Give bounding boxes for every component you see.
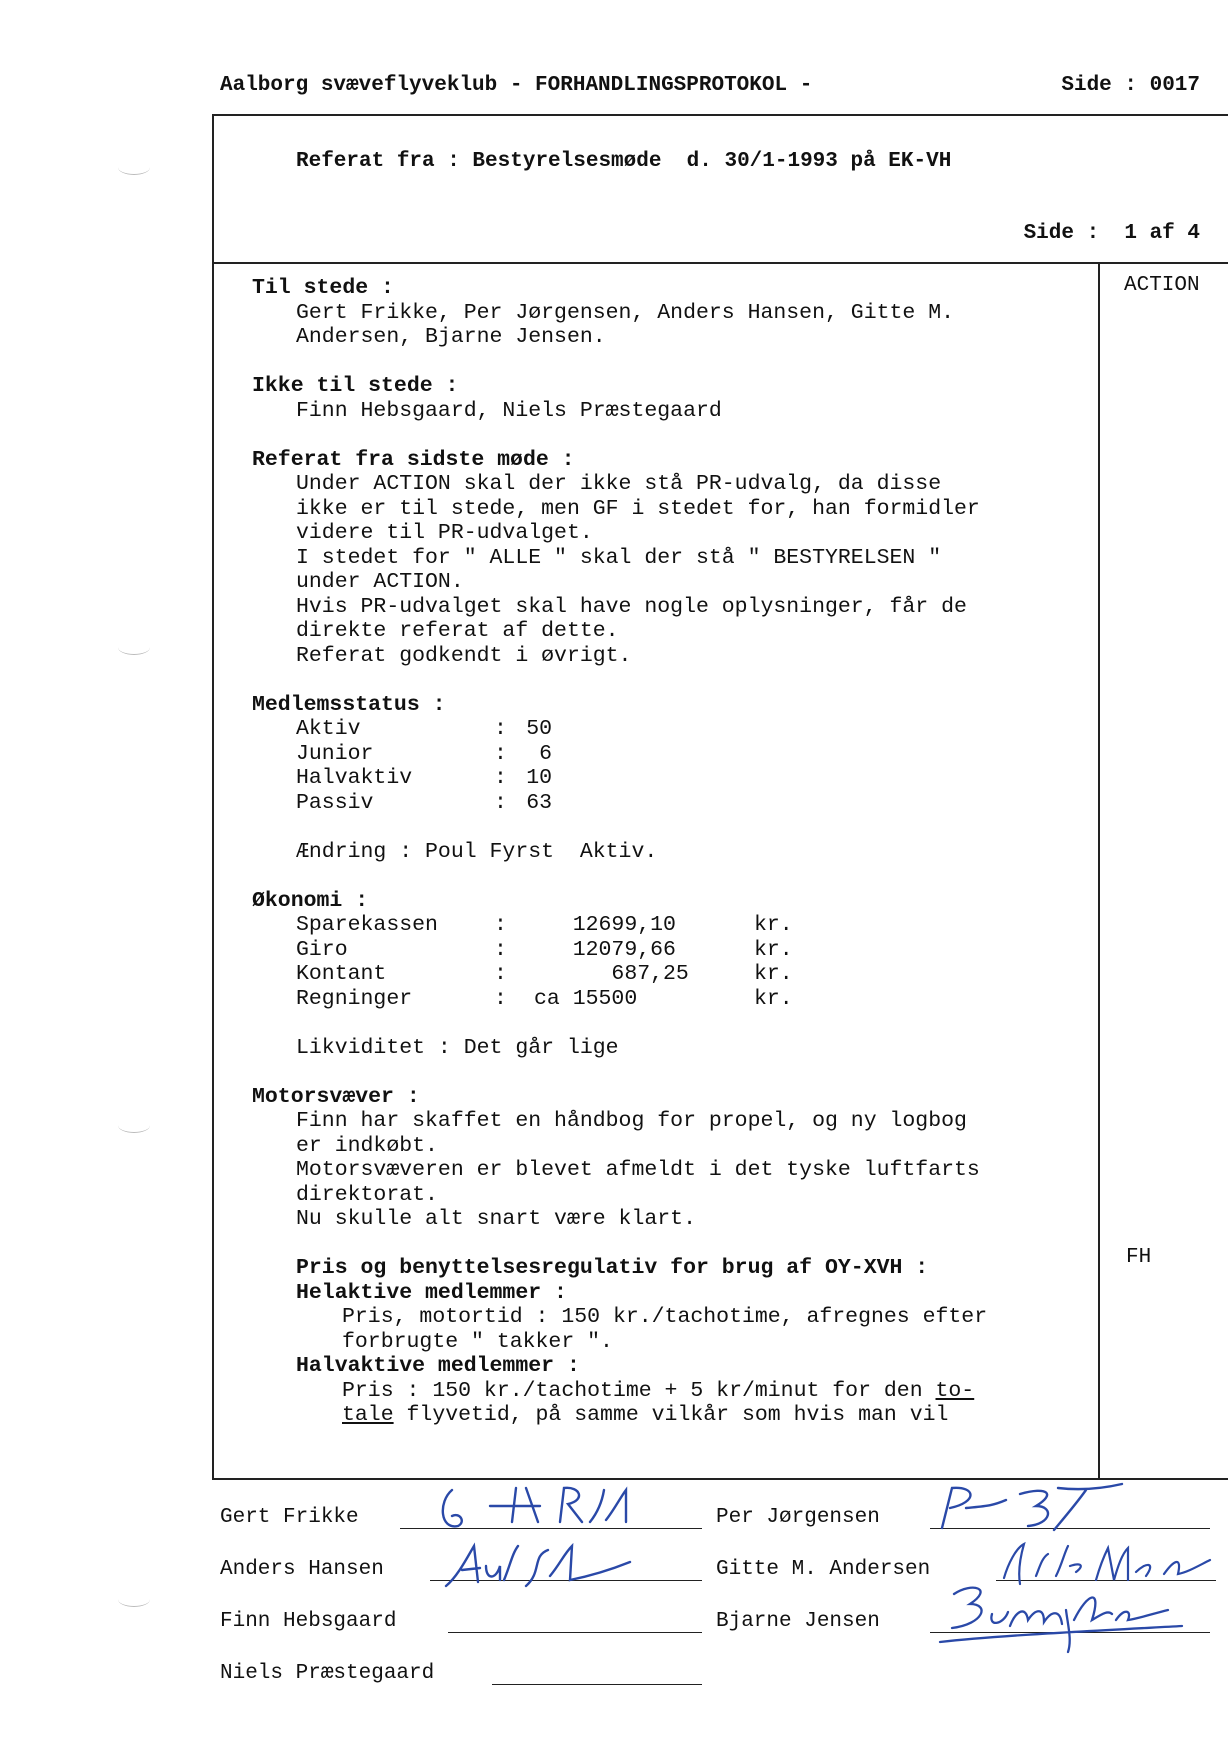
signatory-name: Niels Præstegaard — [220, 1662, 435, 1685]
section-motorglider — [252, 1085, 1102, 1428]
membership-change: Ændring : Poul Fyrst Aktiv. — [296, 839, 658, 864]
text-line: I stedet for " ALLE " skal der stå " BESTYRELSEN " — [296, 545, 942, 570]
currency-unit: kr. — [754, 913, 793, 937]
account-amount: 12699,10 — [534, 913, 676, 937]
account-label: Regninger — [296, 986, 413, 1011]
membership-label: Halvaktiv — [296, 766, 413, 790]
text-fragment: flyvetid, på samme vilkår som hvis man vil — [393, 1403, 949, 1427]
text-line: ikke er til stede, men GF i stedet for, han formidler — [296, 496, 980, 521]
minutes-head — [214, 116, 1228, 264]
text-line — [252, 1403, 1102, 1428]
text-line: Referat godkendt i øvrigt. — [296, 643, 632, 668]
economy-row — [252, 938, 1102, 963]
signatory-name: Gitte M. Andersen — [716, 1558, 931, 1581]
separator: : — [494, 986, 507, 1011]
membership-count: 63 — [526, 790, 552, 815]
section-absent — [252, 374, 1102, 423]
text-line: Finn har skaffet en håndbog for propel, og ny logbog — [296, 1109, 967, 1133]
account-amount: ca 15500 — [534, 986, 676, 1011]
membership-row — [252, 766, 1102, 791]
signatory-name: Bjarne Jensen — [716, 1610, 880, 1633]
punch-hole-mark — [118, 640, 150, 655]
text-line: er indkøbt. — [296, 1133, 438, 1158]
protocol-header — [220, 70, 1200, 104]
section-heading: Til stede : — [252, 276, 394, 300]
full-members-heading: Helaktive medlemmer : — [296, 1280, 567, 1305]
currency-unit: kr. — [754, 962, 793, 986]
section-economy — [252, 889, 1102, 1061]
account-label: Kontant — [296, 962, 387, 986]
text-line: under ACTION. — [296, 570, 464, 594]
text-line: videre til PR-udvalget. — [296, 521, 593, 545]
signature-area — [0, 1480, 1228, 1720]
text-fragment: Pris : 150 kr./tachotime + 5 kr/minut for den — [342, 1378, 936, 1403]
handwritten-signature — [936, 1480, 1136, 1534]
economy-row — [252, 962, 1102, 987]
text-line: Finn Hebsgaard, Niels Præstegaard — [296, 398, 722, 423]
currency-unit: kr. — [754, 986, 793, 1011]
underlined-fragment: tale — [342, 1403, 394, 1427]
half-members-heading: Halvaktive medlemmer : — [296, 1354, 580, 1378]
text-line: forbrugte " takker ". — [342, 1329, 613, 1354]
signature-line — [448, 1632, 702, 1633]
text-line: Under ACTION skal der ikke stå PR-udvalg, da disse — [296, 472, 942, 496]
section-last-minutes — [252, 448, 1102, 669]
membership-label: Junior — [296, 741, 374, 766]
account-label: Giro — [296, 937, 348, 962]
membership-count: 50 — [526, 717, 552, 741]
text-line: direktorat. — [296, 1182, 438, 1207]
separator: : — [494, 962, 507, 986]
punch-hole-mark — [118, 160, 150, 175]
section-heading: Medlemsstatus : — [252, 692, 446, 717]
text-line: Motorsvæveren er blevet afmeldt i det tyske luftfarts — [296, 1158, 980, 1182]
text-line: Pris, motortid : 150 kr./tachotime, afregnes efter — [342, 1305, 988, 1329]
protocol-page-number: Side : 0017 — [1061, 74, 1200, 97]
liquidity-line: Likviditet : Det går lige — [296, 1035, 619, 1060]
membership-count: 6 — [539, 741, 552, 766]
minutes-frame — [212, 114, 1228, 1480]
handwritten-signature — [430, 1482, 670, 1536]
text-line: Nu skulle alt snart være klart. — [296, 1207, 696, 1231]
separator: : — [494, 717, 507, 741]
underlined-fragment: to- — [935, 1378, 975, 1403]
text-line: Andersen, Bjarne Jensen. — [296, 325, 606, 349]
separator: : — [494, 913, 507, 937]
signatory-name: Finn Hebsgaard — [220, 1610, 397, 1633]
text-line: Gert Frikke, Per Jørgensen, Anders Hansen, Gitte M. — [296, 300, 955, 325]
membership-row — [252, 742, 1102, 767]
action-fh: FH — [1126, 1246, 1152, 1269]
punch-hole-mark — [118, 1118, 150, 1133]
membership-label: Passiv — [296, 790, 374, 815]
separator: : — [494, 766, 507, 790]
section-heading: Økonomi : — [252, 888, 369, 913]
section-heading: Referat fra sidste møde : — [252, 447, 575, 472]
handwritten-signature — [932, 1580, 1192, 1658]
economy-row — [252, 987, 1102, 1012]
minutes-body — [252, 276, 1102, 1452]
membership-label: Aktiv — [296, 717, 361, 741]
membership-row — [252, 791, 1102, 816]
separator: : — [494, 937, 507, 962]
account-amount: 687,25 — [534, 962, 689, 986]
membership-count: 10 — [526, 766, 552, 790]
text-line: direkte referat af dette. — [296, 619, 619, 643]
text-line: Hvis PR-udvalget skal have nogle oplysninger, får de — [296, 594, 967, 619]
account-label: Sparekassen — [296, 913, 438, 937]
account-amount: 12079,66 — [534, 937, 676, 962]
currency-unit: kr. — [754, 937, 793, 962]
economy-row — [252, 913, 1102, 938]
text-line — [252, 1379, 1102, 1404]
protocol-title: Aalborg svæveflyveklub - FORHANDLINGSPROTOKOL - — [220, 74, 813, 97]
signature-line — [492, 1684, 702, 1685]
separator: : — [494, 790, 507, 815]
signatory-name: Anders Hansen — [220, 1558, 384, 1581]
signatory-name: Per Jørgensen — [716, 1506, 880, 1529]
handwritten-signature — [440, 1536, 640, 1596]
meeting-page-count: Side : 1 af 4 — [1023, 222, 1200, 245]
section-membership — [252, 693, 1102, 865]
meeting-title: Referat fra : Bestyrelsesmøde d. 30/1-1993 på EK-VH — [296, 150, 952, 173]
separator: : — [494, 741, 507, 766]
section-heading: Ikke til stede : — [252, 374, 459, 398]
section-heading: Motorsvæver : — [252, 1084, 420, 1109]
signatory-name: Gert Frikke — [220, 1506, 359, 1529]
pricing-heading: Pris og benyttelsesregulativ for brug af OY-XVH : — [296, 1256, 929, 1280]
membership-row — [252, 717, 1102, 742]
section-present — [252, 276, 1102, 350]
action-column-label: ACTION — [1124, 274, 1200, 297]
